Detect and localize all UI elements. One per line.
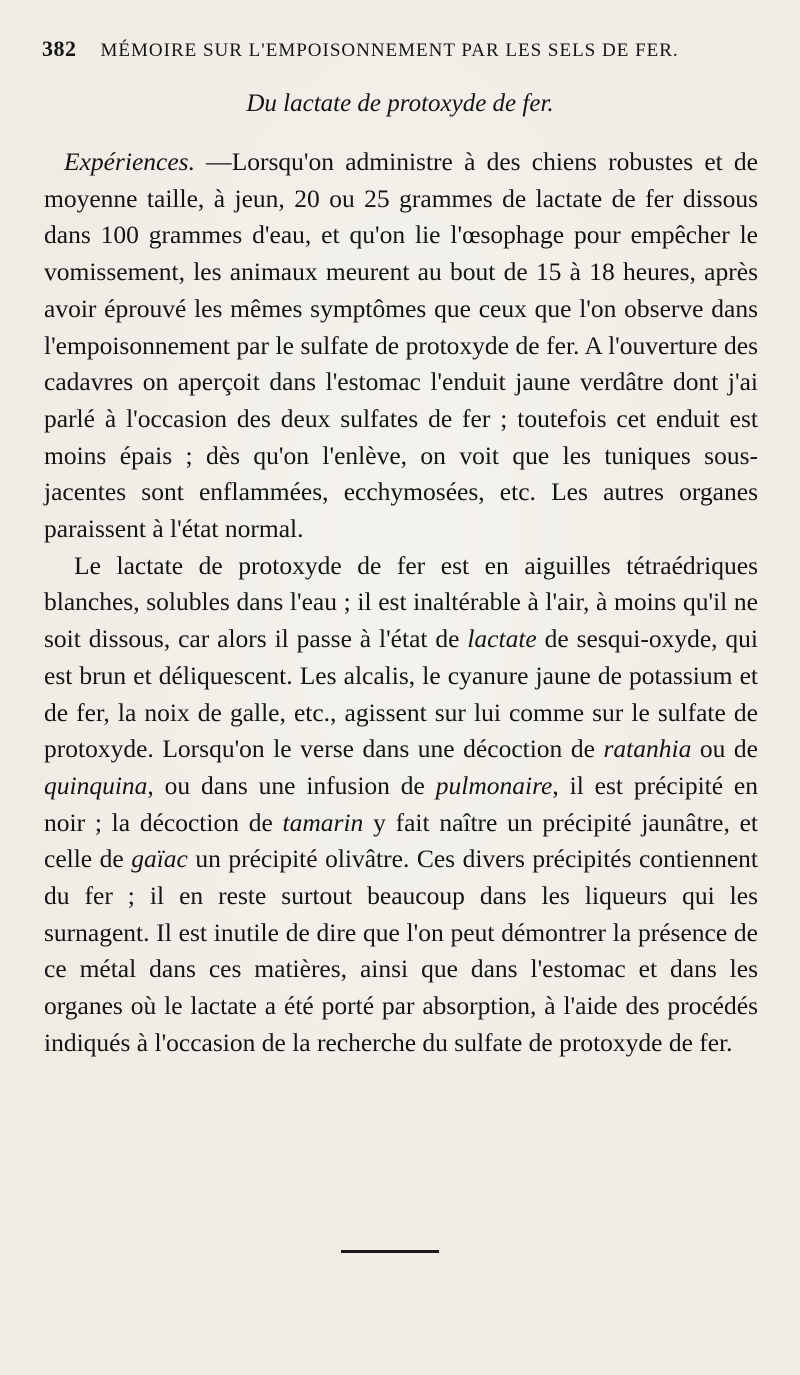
lead-dash: — — [194, 147, 232, 176]
body-text — [44, 144, 758, 1062]
text-segment: , ou dans une infusion de — [147, 770, 436, 800]
italic-term: tamarin — [282, 807, 364, 837]
italic-term: quinquina — [44, 770, 148, 800]
italic-term: pulmonaire — [435, 770, 553, 800]
italic-term: lactate — [467, 624, 537, 654]
text-segment: , il est précipité en noir ; la décoction de — [44, 770, 758, 837]
running-title: MÉMOIRE SUR L'EMPOISONNEMENT PAR LES SELS DE FER. — [100, 40, 679, 61]
page-number: 382 — [42, 36, 77, 61]
end-rule — [341, 1250, 439, 1253]
page-header — [42, 36, 758, 66]
paragraph-lead: Expériences. — [64, 147, 195, 176]
paragraph-properties — [44, 548, 758, 1062]
text-segment: y fait naître un précipité jaunâtre, et celle de — [44, 807, 758, 874]
italic-term: gaïac — [131, 844, 188, 874]
italic-term: ratanhia — [603, 734, 692, 764]
text-segment: de sesqui-oxyde, qui est brun et déliquescent. Les alcalis, le cyanure jaune de potassium et de fer, la noix de galle, etc., agissent sur lui comme sur le sulfate de protoxyde. Lorsqu'on le verse dans une décoction de — [44, 624, 759, 764]
paragraph-experiences — [44, 144, 758, 548]
text-segment: un précipité olivâtre. Ces divers précipités contiennent du fer ; il en reste surtout beaucoup dans les liqueurs qui les surnagent. Il est inutile de dire que l'on peut démontrer la présence de ce métal dans ces matières, ainsi que dans l'estomac et dans les organes où le lactate a été porté par absorption, à l'aide des procédés indiqués à l'occasion de la recherche du sulfate de protoxyde de fer. — [44, 844, 758, 1057]
text-segment: ou de — [691, 734, 758, 764]
paragraph-text: Lorsqu'on administre à des chiens robustes et de moyenne taille, à jeun, 20 ou 25 grammes de lactate de fer dissous dans 100 grammes d'eau, et qu'on lie l'œsophage pour empêcher le vomissement, les animaux meurent au bout de 15 à 18 heures, après avoir éprouvé les mêmes symptômes que ceux que l'on observe dans l'empoisonnement par le sulfate de protoxyde de fer. A l'ouverture des cadavres on aperçoit dans l'estomac l'enduit jaune verdâtre dont j'ai parlé à l'occasion des deux sulfates de fer ; toutefois cet enduit est moins épais ; dès qu'on l'enlève, on voit que les tuniques sous-jacentes sont enflammées, ecchymosées, etc. Les autres organes paraissent à l'état normal. — [44, 147, 758, 544]
text-segment: Le lactate de protoxyde de fer est en aiguilles tétraédriques blanches, solubles dans l'eau ; il est inaltérable à l'air, à moins qu'il ne soit dissous, car alors il passe à l'état de — [44, 550, 758, 654]
section-title: Du lactate de protoxyde de fer. — [246, 90, 554, 117]
